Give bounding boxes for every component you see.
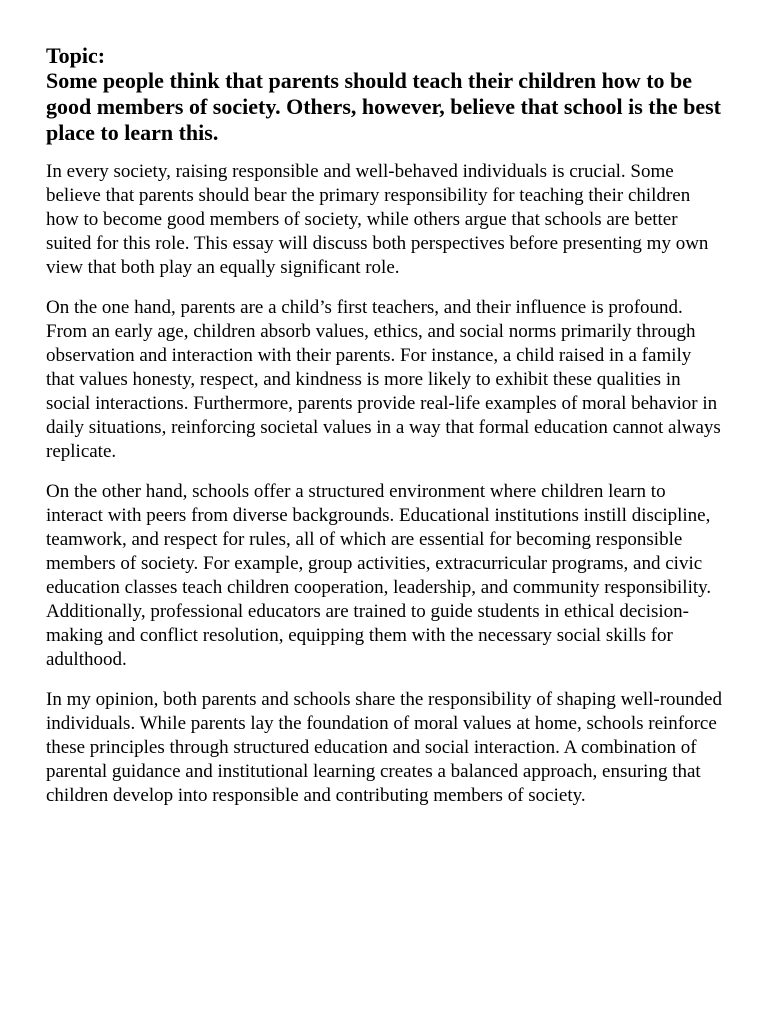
essay-paragraph-conclusion: In my opinion, both parents and schools share the responsibility of shaping well-rounded individuals. While parents lay the foundation of moral values at home, schools reinforce these principles through structured education and social interaction. A combination of parental guidance and institutional learning creates a balanced approach, ensuring that children develop into responsible and contributing members of society. (46, 689, 722, 806)
essay-paragraph-schools: On the other hand, schools offer a structured environment where children learn to interact with peers from diverse backgrounds. Educational institutions instill discipline, teamwork, and respect for rules, all of which are essential for becoming responsible members of society. For example, group activities, extracurricular programs, and civic education classes teach children cooperation, leadership, and community responsibility. Additionally, professional educators are trained to guide students in ethical decision-making and conflict resolution, equipping them with the necessary social skills for adulthood. (46, 481, 712, 670)
topic-question: Some people think that parents should teach their children how to be good members of society. Others, however, believe that school is the best place to learn this. (46, 68, 721, 145)
essay-paragraph-parents: On the one hand, parents are a child’s first teachers, and their influence is profound. From an early age, children absorb values, ethics, and social norms primarily through observation and interaction with their parents. For instance, a child raised in a family that values honesty, respect, and kindness is more likely to exhibit these qualities in social interactions. Furthermore, parents provide real-life examples of moral behavior in daily situations, reinforcing societal values in a way that formal education cannot always replicate. (46, 297, 721, 462)
essay-paragraph-introduction: In every society, raising responsible and well-behaved individuals is crucial. Some believe that parents should bear the primary responsibility for teaching their children how to become good members of society, while others argue that schools are better suited for this role. This essay will discuss both perspectives before presenting my own view that both play an equally significant role. (46, 161, 709, 278)
topic-label: Topic: (46, 43, 106, 68)
